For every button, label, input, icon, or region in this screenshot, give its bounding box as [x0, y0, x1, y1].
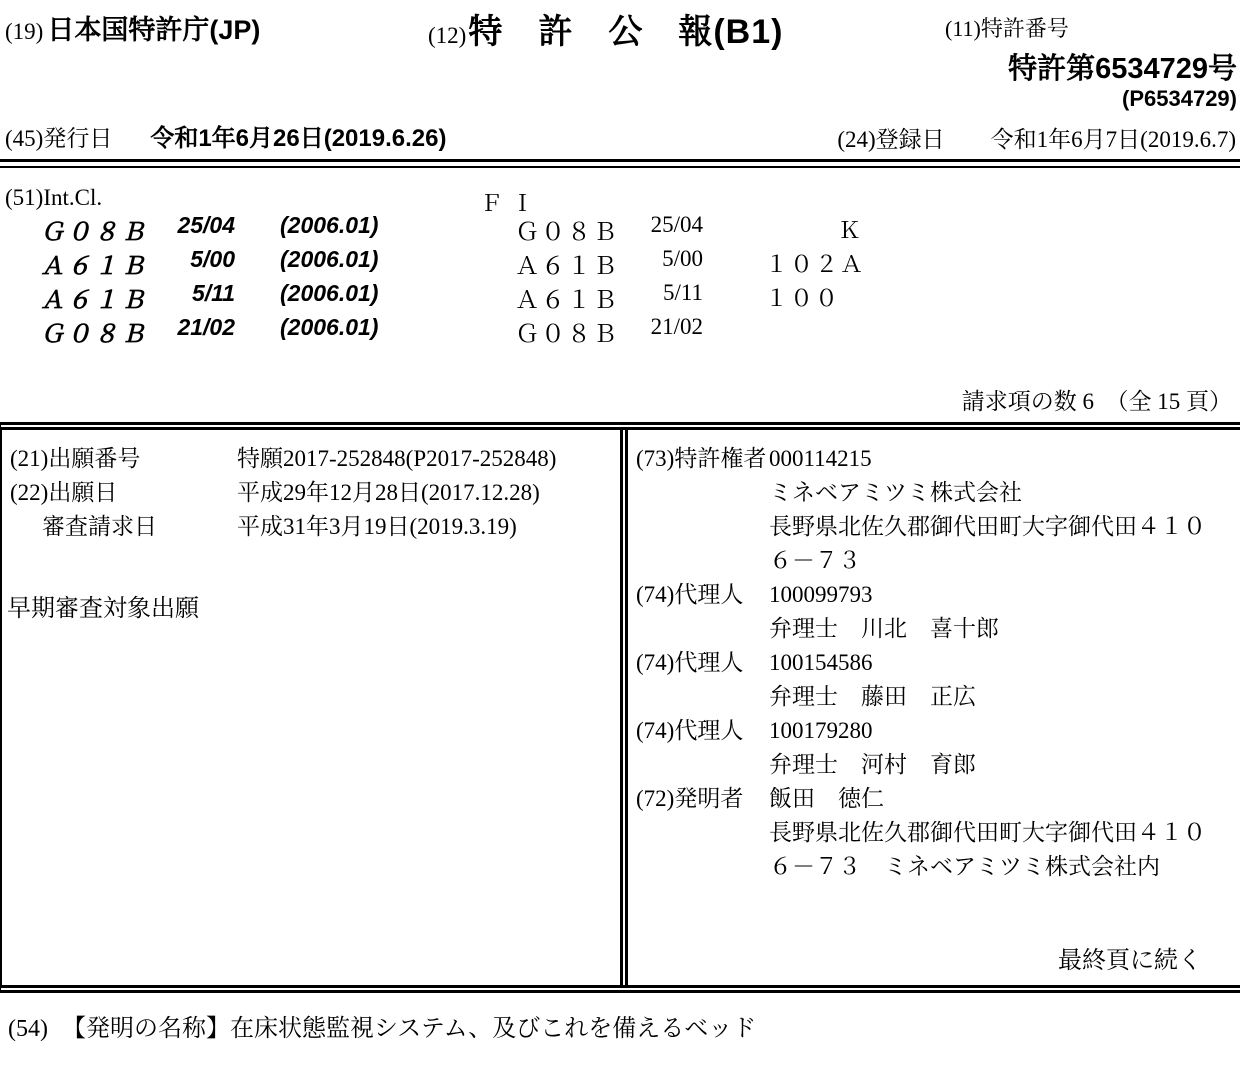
header-divider-rule — [0, 159, 1240, 168]
attorney-row — [628, 646, 1240, 680]
classification-row — [0, 246, 1240, 280]
attorney-name: 弁理士 川北 喜十郎 — [769, 616, 999, 641]
inventor-address: 長野県北佐久郡御代田町大字御代田４１０ — [769, 820, 1206, 845]
publication-kind — [428, 4, 783, 53]
fi-code: １０２Ａ — [765, 252, 865, 277]
attorney-row — [628, 578, 1240, 612]
title-tag: 【発明の名称】 — [61, 1016, 230, 1042]
attorney-name: 弁理士 河村 育郎 — [769, 752, 976, 777]
publication-title: 特 許 公 報(B1) — [468, 13, 784, 51]
examination-request-row — [2, 510, 620, 544]
field-value: 飯田 徳仁 — [769, 786, 884, 811]
holder-address: ６－７３ — [769, 548, 861, 573]
fi-class: Ａ６１Ｂ — [515, 254, 619, 280]
intcl-heading: (51)Int.Cl. — [5, 185, 103, 210]
kind-code-label: (12) — [428, 23, 467, 48]
fi-code: １００ — [765, 286, 840, 311]
fi-code: Ｋ — [838, 218, 863, 243]
intcl-subclass: 21/02 — [177, 314, 235, 340]
issuing-office — [5, 8, 260, 47]
intcl-subclass: 5/11 — [191, 280, 235, 306]
title-field-label: (54) — [8, 1016, 48, 1042]
field-label: (72)発明者 — [636, 786, 744, 811]
classification-row — [0, 314, 1240, 348]
fi-subclass: 5/00 — [662, 246, 703, 271]
issue-date: 令和1年6月26日(2019.6.26) — [150, 125, 447, 152]
office-name: 日本国特許庁(JP) — [47, 15, 261, 45]
intcl-class: Ａ６１Ｂ — [40, 253, 148, 280]
registration-date-line: (24)登録日 令和1年6月7日(2019.6.7) — [837, 127, 1236, 152]
patent-number-label: (11)特許番号 — [945, 16, 1069, 41]
application-number-row — [2, 442, 620, 476]
field-label: (74)代理人 — [636, 650, 744, 675]
bibliographic-box — [0, 422, 1240, 993]
fi-subclass: 25/04 — [650, 212, 703, 237]
issue-date-label: (45)発行日 — [5, 126, 113, 151]
field-label: (74)代理人 — [636, 582, 744, 607]
attorney-name-line — [628, 748, 1240, 782]
filing-date-row — [2, 476, 620, 510]
parties-column — [620, 430, 1240, 985]
attorney-name-line — [628, 612, 1240, 646]
field-label: (21)出願番号 — [10, 446, 141, 471]
fi-class: Ｇ０８Ｂ — [515, 322, 619, 348]
continuation-note: 最終頁に続く — [1058, 948, 1202, 974]
early-examination-note: 早期審査対象出願 — [7, 596, 199, 622]
field-label: (73)特許権者 — [636, 446, 767, 471]
intcl-class: Ａ６１Ｂ — [40, 287, 148, 314]
attorney-name-line — [628, 680, 1240, 714]
intcl-subclass: 25/04 — [177, 212, 235, 238]
intcl-class: Ｇ０８Ｂ — [40, 219, 148, 246]
patent-holder-name-line — [628, 476, 1240, 510]
patent-number-paren: (P6534729) — [1122, 86, 1237, 111]
patent-holder-address-line — [628, 510, 1240, 544]
field-value: 特願2017-252848(P2017-252848) — [237, 446, 557, 471]
field-label: (74)代理人 — [636, 718, 744, 743]
inventor-address: ６－７３ ミネベアミツミ株式会社内 — [769, 854, 1160, 879]
intcl-class: Ｇ０８Ｂ — [40, 321, 148, 348]
field-label: 審査請求日 — [42, 514, 157, 539]
invention-title-line — [8, 1008, 756, 1043]
fi-subclass: 21/02 — [650, 314, 703, 339]
invention-title: 在床状態監視システム、及びこれを備えるベッド — [229, 1016, 757, 1042]
intcl-version: (2006.01) — [280, 246, 379, 272]
application-info-column — [2, 430, 620, 985]
field-value: 100179280 — [769, 718, 873, 743]
fi-subclass: 5/11 — [662, 280, 703, 305]
intcl-version: (2006.01) — [280, 212, 379, 238]
holder-name: ミネベアミツミ株式会社 — [769, 480, 1022, 505]
claims-count-note: 請求項の数 6 （全 15 頁） — [961, 389, 1232, 414]
classification-row — [0, 212, 1240, 246]
field-value: 平成31年3月19日(2019.3.19) — [237, 514, 517, 539]
field-value: 100099793 — [769, 582, 873, 607]
intcl-version: (2006.01) — [280, 314, 379, 340]
inventor-address-line — [628, 816, 1240, 850]
inventor-row — [628, 782, 1240, 816]
field-value: 000114215 — [769, 446, 872, 471]
inventor-address-line — [628, 850, 1240, 884]
intcl-version: (2006.01) — [280, 280, 379, 306]
intcl-subclass: 5/00 — [190, 246, 235, 272]
classification-row — [0, 280, 1240, 314]
fi-heading: ＦＩ — [480, 191, 542, 216]
country-code-label: (19) — [5, 19, 44, 44]
field-value: 平成29年12月28日(2017.12.28) — [237, 480, 540, 505]
patent-holder-row — [628, 442, 1240, 476]
holder-address: 長野県北佐久郡御代田町大字御代田４１０ — [769, 514, 1206, 539]
issue-date-line — [5, 118, 446, 153]
patent-number: 特許第6534729号 — [1008, 53, 1237, 85]
attorney-name: 弁理士 藤田 正広 — [769, 684, 976, 709]
fi-class: Ｇ０８Ｂ — [515, 220, 619, 246]
attorney-row — [628, 714, 1240, 748]
classification-table — [0, 212, 1240, 348]
field-value: 100154586 — [769, 650, 873, 675]
field-label: (22)出願日 — [10, 480, 118, 505]
patent-holder-address-line — [628, 544, 1240, 578]
fi-class: Ａ６１Ｂ — [515, 288, 619, 314]
